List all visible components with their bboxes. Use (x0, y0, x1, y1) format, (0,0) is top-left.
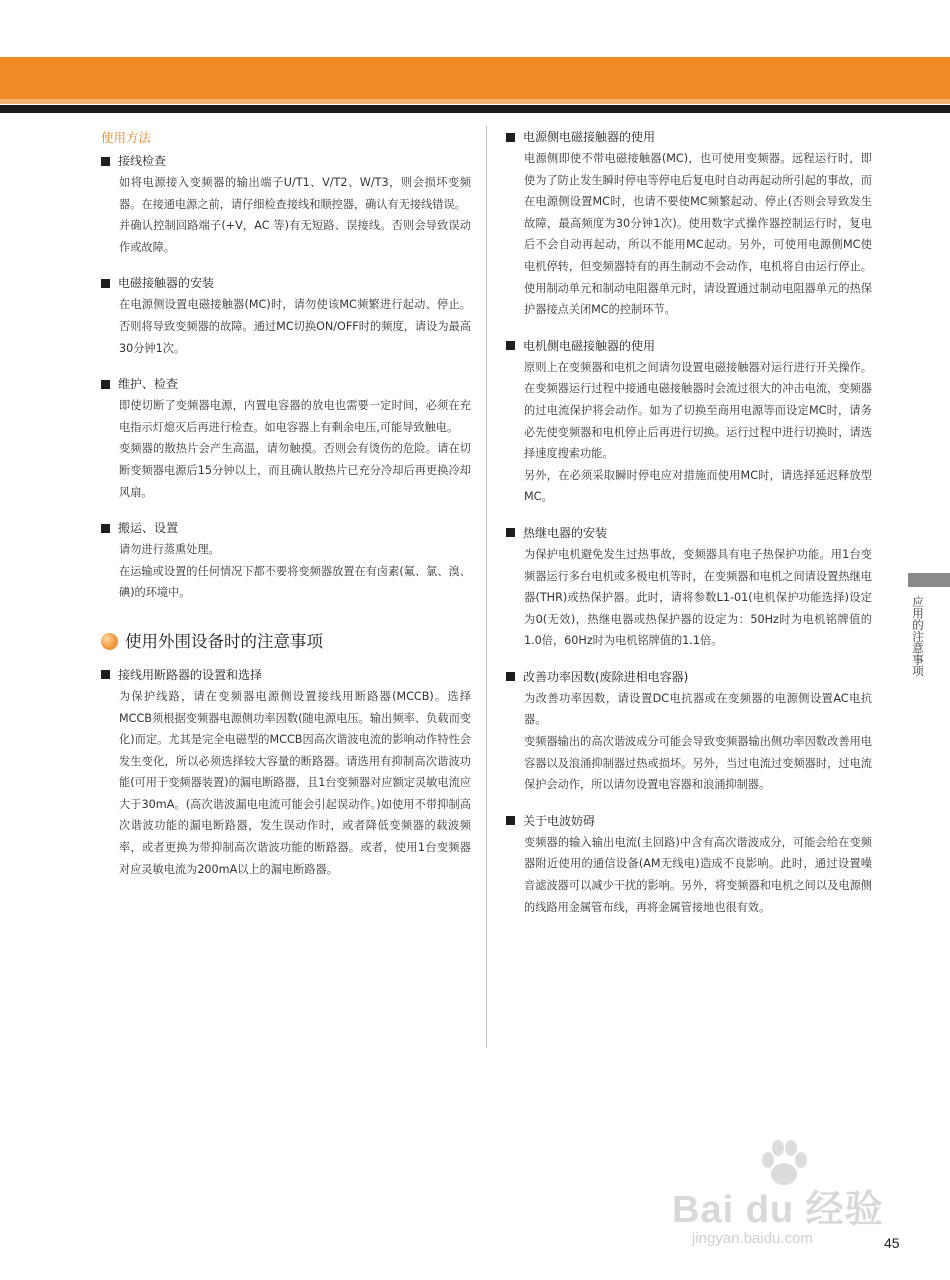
usage-method-label: 使用方法 (101, 130, 152, 145)
section-title: 接线检查 (118, 154, 167, 168)
square-bullet-icon (101, 670, 110, 679)
square-bullet-icon (101, 380, 110, 389)
section-paragraph: 变频器的输入输出电流(主回路)中含有高次谐波成分，可能会给在变频器附近使用的通信设备(AM无线电)造成不良影响。此时，通过设置噪音滤波器可以减少干扰的影响。另外，将变频器和电机之间以及电源侧的线路用金属管布线，再将金属管接地也很有效。 (524, 835, 872, 914)
section-heading (101, 664, 471, 686)
watermark-url: jingyan.baidu.com (692, 1230, 813, 1247)
side-tab-bar (908, 573, 950, 587)
section-body (101, 172, 471, 258)
section-body (101, 294, 471, 359)
section-paragraph: 原则上在变频器和电机之间请勿设置电磁接触器对运行进行开关操作。在变频器运行过程中接通电磁接触器时会流过很大的冲击电流，变频器的过电流保护将会动作。如为了切换至商用电源等而设定MC时，请务必先使变频器和电机停止后再进行切换。运行过程中进行切换时，请选择速度搜索功能。 (524, 360, 872, 461)
section (506, 810, 872, 918)
section-paragraph: 并确认控制回路端子(+V，AC 等)有无短路、误接线。否则会导致误动作或故障。 (119, 219, 471, 254)
watermark-brand: Bai du 经验 (672, 1189, 884, 1231)
peripheral-precautions-title: 使用外围设备时的注意事项 (125, 631, 323, 651)
section-heading (506, 810, 872, 832)
square-bullet-icon (506, 816, 515, 825)
section-title: 电源侧电磁接触器的使用 (523, 130, 656, 144)
section (101, 664, 471, 880)
section-title: 关于电波妨碍 (523, 813, 596, 828)
section-paragraph: 在运输或设置的任何情况下都不要将变频器放置在有卤素(氟、氯、溴、碘)的环境中。 (119, 564, 471, 600)
section (506, 335, 872, 508)
section (101, 373, 471, 503)
section-body (101, 686, 471, 880)
square-bullet-icon (506, 672, 515, 681)
section-paragraph: 电源侧即使不带电磁接触器(MC)，也可使用变频器。远程运行时，即使为了防止发生瞬时停电等停电后复电时自动再起动所引起的事故，而在电源侧设置MC时，也请不要使MC频繁起动、停止(否则会导致发生故障，最高频度为30分钟1次)。使用数字式操作器控制运行时，复电后不会自动再起动，所以不能用MC起动。另外，可使用电源侧MC使电机停转，但变频器特有的再生制动不会动作，电机将自由运行停止。使用制动单元和制动电阻器单元时，请设置通过制动电阻器单元的热保护器接点关闭MC的控制环节。 (524, 152, 872, 317)
section (101, 150, 471, 258)
section-heading (101, 373, 471, 395)
section-title: 热继电器的安装 (523, 525, 608, 540)
section-title: 接线用断路器的设置和选择 (118, 667, 263, 682)
section-paragraph: 另外，在必须采取瞬时停电应对措施而使用MC时，请选择延迟释放型MC。 (524, 468, 872, 504)
section (506, 522, 872, 652)
section-paragraph: 变频器的散热片会产生高温，请勿触摸。否则会有烫伤的危险。请在切断变频器电源后15分钟以上，而且确认散热片已充分冷却后再更换冷却风扇。 (119, 442, 471, 499)
peripheral-precautions-heading (101, 628, 471, 656)
section-paragraph: 为改善功率因数，请设置DC电抗器或在变频器的电源侧设置AC电抗器。 (524, 691, 872, 727)
orange-bullet-icon (101, 633, 118, 650)
section-title: 电机侧电磁接触器的使用 (523, 338, 656, 353)
section-heading (506, 666, 872, 688)
section-paragraph: 如将电源接入变频器的输出端子U/T1、V/T2、W/T3，则会损坏变频器。在接通电源之前，请仔细检查接线和顺控器，确认有无接线错误。 (119, 176, 471, 211)
section-heading (506, 335, 872, 357)
section-body (506, 544, 872, 652)
section-paragraph: 在电源侧设置电磁接触器(MC)时，请勿使该MC频繁进行起动、停止。否则将导致变频器的故障。通过MC切换ON/OFF时的频度，请设为最高30分钟1次。 (119, 298, 471, 355)
section-heading (101, 517, 471, 539)
section-body (101, 395, 471, 503)
section-paragraph: 请勿进行蒸熏处理。 (119, 543, 220, 557)
section (101, 272, 471, 359)
header-dark-bar (0, 105, 950, 113)
section-body (506, 357, 872, 508)
section-paragraph: 变频器输出的高次谐波成分可能会导致变频器输出侧功率因数改善用电容器以及浪涌抑制器过热或损坏。另外，当过电流过变频器时，过电流保护会动作，所以请勿设置电容器和浪涌抑制器。 (524, 735, 872, 792)
square-bullet-icon (101, 157, 110, 166)
column-divider (486, 126, 487, 1048)
section-body (506, 688, 872, 796)
side-tab-label: 应用的注意事项 (911, 596, 925, 677)
section-paragraph: 为保护线路，请在变频器电源侧设置接线用断路器(MCCB)。选择MCCB须根据变频器电源侧功率因数(随电源电压。输出频率、负载而变化)而定。尤其是完全电磁型的MCCB因高次谐波电流的影响动作特性会发生变化，所以必须选择较大容量的断路器。请选用有抑制高次谐波功能(可用于变频器装置)的漏电断路器，且1台变频器对应额定灵敏电流应大于30mA。(高次谐波漏电电流可能会引起误动作。)如使用不带抑制高次谐波功能的漏电断路器，发生误动作时，或者降低变频器的载波频率，或者更换为带抑制高次谐波功能的断路器。或者，使用1台变频器对应灵敏电流为200mA以上的漏电断路器。 (119, 689, 471, 876)
section (506, 126, 872, 321)
section-body (506, 832, 872, 918)
section-title: 电磁接触器的安装 (118, 276, 215, 291)
left-sections (101, 150, 471, 604)
section-title: 搬运、设置 (118, 521, 179, 536)
square-bullet-icon (101, 279, 110, 288)
section-heading (101, 150, 471, 172)
right-sections (506, 126, 872, 918)
section-title: 维护、检查 (118, 377, 179, 392)
section (101, 517, 471, 604)
header-accent-stripe (0, 99, 950, 104)
square-bullet-icon (506, 341, 515, 350)
page-number: 45 (884, 1235, 900, 1251)
section-title: 改善功率因数(废除进相电容器) (523, 669, 689, 684)
section-paragraph: 为保护电机避免发生过热事故，变频器具有电子热保护功能。用1台变频器运行多台电机或多极电机等时，在变频器和电机之间请设置热继电器(THR)或热保护器。此时，请将参数L1-01(电机保护功能选择)设定为0(无效)，热继电器或热保护器的设定为：50Hz时为电机铭牌值的1.0倍，60Hz时为电机铭牌值的1.1倍。 (524, 547, 872, 648)
square-bullet-icon (506, 528, 515, 537)
section-heading (101, 272, 471, 294)
section-body (101, 539, 471, 604)
square-bullet-icon (506, 133, 515, 142)
baidu-watermark (672, 1140, 902, 1250)
header-orange-bar (0, 57, 950, 99)
section-body (506, 148, 872, 321)
section-heading (506, 126, 872, 148)
section-heading (506, 522, 872, 544)
left-sections-peripheral (101, 664, 471, 880)
right-column (506, 126, 872, 932)
section (506, 666, 872, 796)
section-paragraph: 即使切断了变频器电源，内置电容器的放电也需要一定时间，必须在充电指示灯熄灭后再进行检查。如电容器上有剩余电压,可能导致触电。 (119, 399, 471, 434)
left-column (101, 126, 471, 894)
square-bullet-icon (101, 524, 110, 533)
